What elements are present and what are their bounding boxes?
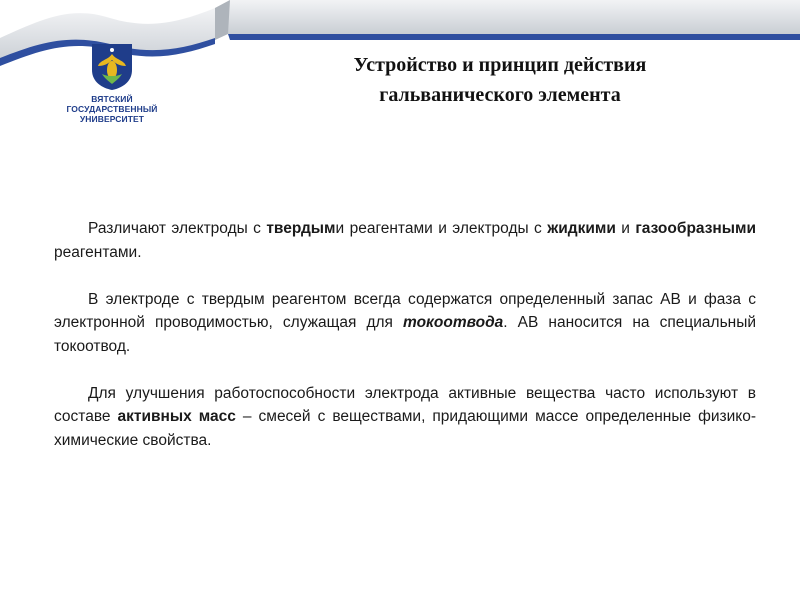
p1-bold-a: твердым	[266, 220, 336, 237]
title-line-1: Устройство и принцип действия	[353, 54, 647, 76]
p3-bold: активных масс	[117, 408, 236, 425]
p3-text-a: Для улучшения работоспособности электрода активные вещества часто используют в составе	[54, 384, 756, 425]
p1-text-b: и реагентами и электроды с	[335, 220, 548, 237]
slide-title	[275, 50, 725, 110]
university-crest-icon	[86, 40, 138, 92]
p2-text-b: . АВ наносится на специальный токоотвод.	[54, 314, 756, 355]
paragraph-3	[54, 382, 756, 453]
slide-body	[54, 217, 756, 476]
university-logo	[62, 40, 162, 140]
p3-text-b: – смесей с веществами, придающими массе определенные физико-химические свойства.	[54, 408, 756, 449]
logo-line-3: УНИВЕРСИТЕТ	[79, 114, 145, 124]
p2-bold-italic: токоотвода	[403, 314, 504, 331]
logo-line-2: ГОСУДАРСТВЕННЫЙ	[66, 104, 158, 114]
paragraph-2	[54, 288, 756, 359]
p1-text-c: и	[615, 220, 636, 237]
p1-bold-b: жидкими	[547, 220, 616, 237]
p1-bold-c: газообразными	[635, 220, 757, 237]
title-line-2: гальванического элемента	[379, 84, 621, 106]
p1-text-d: реагентами.	[54, 243, 142, 261]
university-name	[62, 94, 162, 124]
paragraph-1	[54, 217, 756, 264]
p1-text-a: Различают электроды с	[88, 220, 267, 237]
logo-line-1: ВЯТСКИЙ	[91, 94, 133, 104]
p2-text-a: В электроде с твердым реагентом всегда содержатся определенный запас АВ и фаза с электронной проводимостью, служащая для	[54, 290, 756, 331]
